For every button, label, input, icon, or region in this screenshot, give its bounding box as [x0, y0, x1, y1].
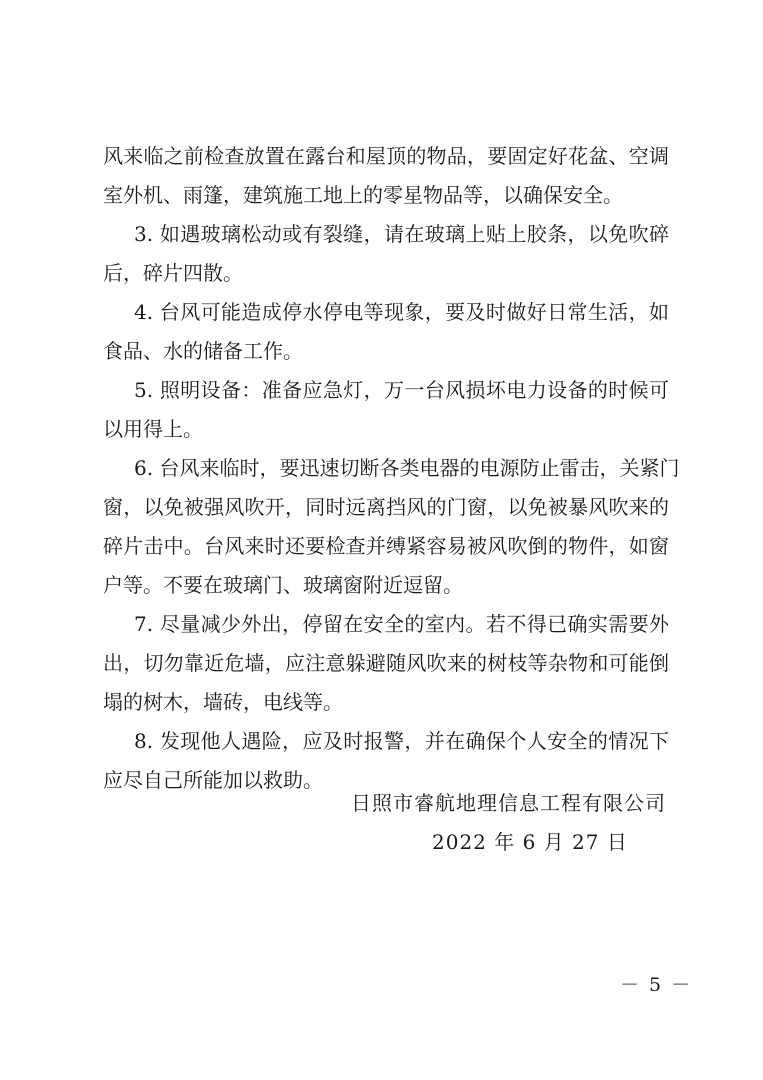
list-item-3-line: 3. 如遇玻璃松动或有裂缝，请在玻璃上贴上胶条，以免吹碎	[134, 222, 669, 246]
list-item-7-line: 塌的树木，墙砖，电线等。	[103, 690, 343, 714]
list-item-4-line: 4. 台风可能造成停水停电等现象，要及时做好日常生活，如	[134, 300, 669, 324]
page-number: － 5 －	[620, 974, 693, 996]
list-item-3-line: 后，碎片四散。	[103, 261, 243, 285]
list-item-4-line: 食品、水的储备工作。	[103, 339, 303, 363]
list-item-5-line: 5. 照明设备：准备应急灯，万一台风损坏电力设备的时候可	[134, 378, 669, 402]
body-line: 室外机、雨篷，建筑施工地上的零星物品等，以确保安全。	[103, 183, 623, 207]
list-item-6-line: 碎片击中。台风来时还要检查并缚紧容易被风吹倒的物件，如窗	[103, 534, 669, 558]
list-item-7-line: 7. 尽量减少外出，停留在安全的室内。若不得已确实需要外	[134, 612, 669, 636]
list-item-8-line: 应尽自己所能加以救助。	[103, 768, 323, 792]
list-item-6-line: 6. 台风来临时，要迅速切断各类电器的电源防止雷击，关紧门	[134, 456, 680, 480]
list-item-8-line: 8. 发现他人遇险，应及时报警，并在确保个人安全的情况下	[134, 729, 669, 753]
body-line: 风来临之前检查放置在露台和屋顶的物品，要固定好花盆、空调	[103, 144, 669, 168]
signature-date: 2022 年 6 月 27 日	[432, 830, 628, 854]
list-item-6-line: 户等。不要在玻璃门、玻璃窗附近逗留。	[103, 573, 463, 597]
list-item-7-line: 出，切勿靠近危墙，应注意躲避随风吹来的树枝等杂物和可能倒	[103, 651, 669, 675]
list-item-5-line: 以用得上。	[103, 417, 203, 441]
signature-company: 日照市睿航地理信息工程有限公司	[351, 791, 666, 815]
list-item-6-line: 窗，以免被强风吹开，同时远离挡风的门窗，以免被暴风吹来的	[103, 495, 669, 519]
